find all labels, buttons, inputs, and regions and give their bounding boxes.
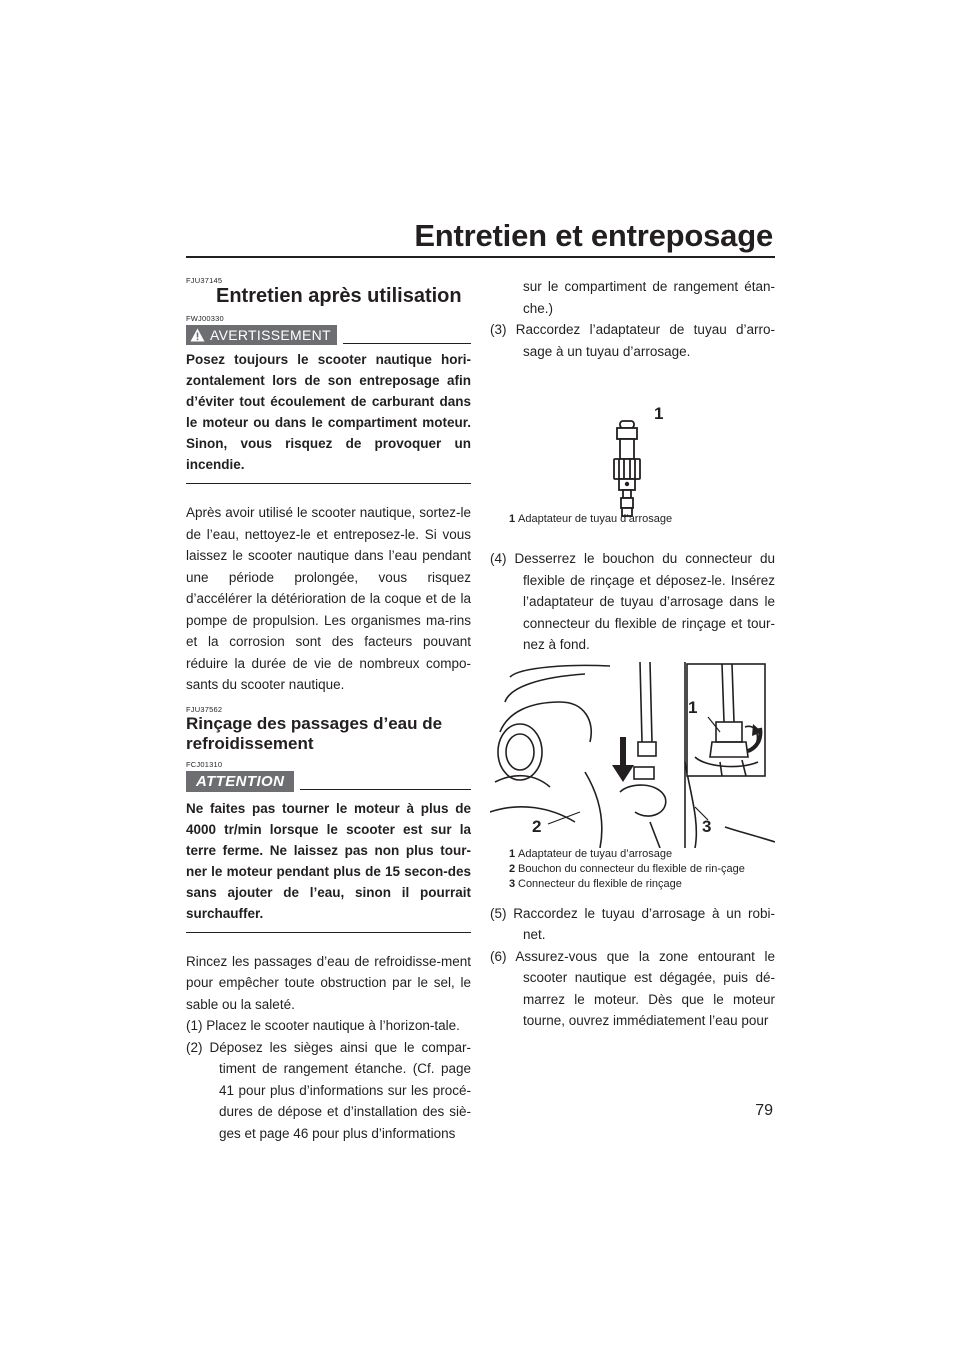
- figure-callout: 1: [654, 404, 664, 423]
- legend-number: 3: [509, 877, 516, 890]
- header-rule: [186, 256, 775, 258]
- legend-item: [509, 848, 764, 861]
- page-number: 79: [755, 1102, 773, 1119]
- warning-badge: [186, 325, 337, 345]
- paragraph: Rincez les passages d’eau de refroidisse-ment pour empêcher toute obstruction par le sel, le sable ou la saleté.: [186, 953, 471, 1012]
- paragraph: Après avoir utilisé le scooter nautique, sortez-le de l’eau, nettoyez-le et entreposez-le. Si vous laissez le scooter nautique dans l’eau pendant une période prolongée, vous risquez d’accélérer la détérioration de la coque et de la pompe de propulsion. Les organismes ma-rins et la corrosion sont des facteurs pouvant réduire la durée de vie de nombreux compo-sants du scooter nautique.: [186, 505, 471, 692]
- attention-header-rule: [300, 789, 471, 790]
- section-code: FJU37145: [186, 276, 223, 285]
- warning-code: FWJ00330: [186, 314, 224, 323]
- section-title: Rinçage des passages d’eau de refroidissement: [186, 713, 443, 753]
- list-item: (5) Raccordez le tuyau d’arrosage à un robi-net.: [490, 905, 775, 942]
- legend-text: Adaptateur de tuyau d’arrosage: [518, 513, 673, 525]
- list-item: (3) Raccordez l’adaptateur de tuyau d’arro-sage à un tuyau d’arrosage.: [490, 322, 775, 359]
- left-column: [186, 276, 471, 1144]
- section-title: Entretien après utilisation: [216, 285, 462, 307]
- attention-code: FCJ01310: [186, 759, 223, 769]
- legend-number: 1: [509, 847, 516, 860]
- figure-callout: 1: [688, 697, 698, 717]
- section-code: FJU37562: [186, 704, 223, 714]
- attention-header: [186, 771, 471, 792]
- warning-end-rule: [186, 483, 471, 484]
- list-item: (1) Placez le scooter nautique à l’horizon-tale.: [186, 1018, 460, 1033]
- page-header-title: Entretien et entreposage: [414, 218, 773, 253]
- figure-adapter: [490, 362, 775, 532]
- attention-text: Ne faites pas tourner le moteur à plus de 4000 tr/min lorsque le scooter est sur la terre ferme. Ne laissez pas non plus tour-ner le moteur pendant plus de 15 secon-des sans ajouter de l’eau, sinon il pourrait surchauffer.: [186, 800, 471, 921]
- warning-label: AVERTISSEMENT: [210, 327, 331, 343]
- warning-triangle-icon: [190, 328, 205, 342]
- hose-adapter-illustration: [490, 362, 775, 532]
- list-item: (4) Desserrez le bouchon du connecteur du flexible de rinçage et déposez-le. Insérez l’adaptateur de tuyau d’arrosage dans le connecteur du flexible de rinçage et tour-nez à fond.: [490, 551, 775, 652]
- warning-header: [186, 325, 471, 345]
- legend-text: Connecteur du flexible de rinçage: [518, 877, 682, 890]
- legend-number: 2: [509, 862, 516, 875]
- legend-item: [509, 513, 759, 526]
- legend-item: [509, 878, 764, 891]
- list-item-continuation: sur le compartiment de rangement étan-che.): [523, 279, 775, 316]
- figure-legend: [509, 513, 759, 528]
- legend-number: 1: [509, 513, 516, 525]
- figure-callout: 2: [532, 816, 542, 836]
- legend-text: Bouchon du connecteur du flexible de rin-çage: [518, 862, 745, 875]
- legend-item: [509, 863, 764, 876]
- right-column: [490, 276, 775, 1032]
- attention-badge: ATTENTION: [186, 771, 294, 792]
- list-item: (6) Assurez-vous que la zone entourant le scooter nautique est dégagée, puis dé-marrez le moteur. Dès que le moteur tourne, ouvrez immédiatement l’eau pour: [490, 948, 775, 1028]
- legend-text: Adaptateur de tuyau d’arrosage: [518, 847, 673, 860]
- figure-flush-connector: [490, 662, 775, 848]
- attention-end-rule: [186, 932, 471, 933]
- figure-callout: 3: [702, 816, 712, 836]
- list-item: (2) Déposez les sièges ainsi que le compar-timent de rangement étanche. (Cf. page 41 pour plus d’informations sur les procé-dures de dépose et d’installation des siè-ges et page 46 pour plus d’informations: [186, 1039, 471, 1141]
- warning-header-rule: [343, 343, 471, 344]
- figure-legend: [509, 848, 764, 891]
- warning-text: Posez toujours le scooter nautique hori-zontalement lors de son entreposage afin d’éviter tout écoulement de carburant dans le moteur ou dans le compartiment moteur. Sinon, vous risquez de provoquer un incendie.: [186, 352, 471, 472]
